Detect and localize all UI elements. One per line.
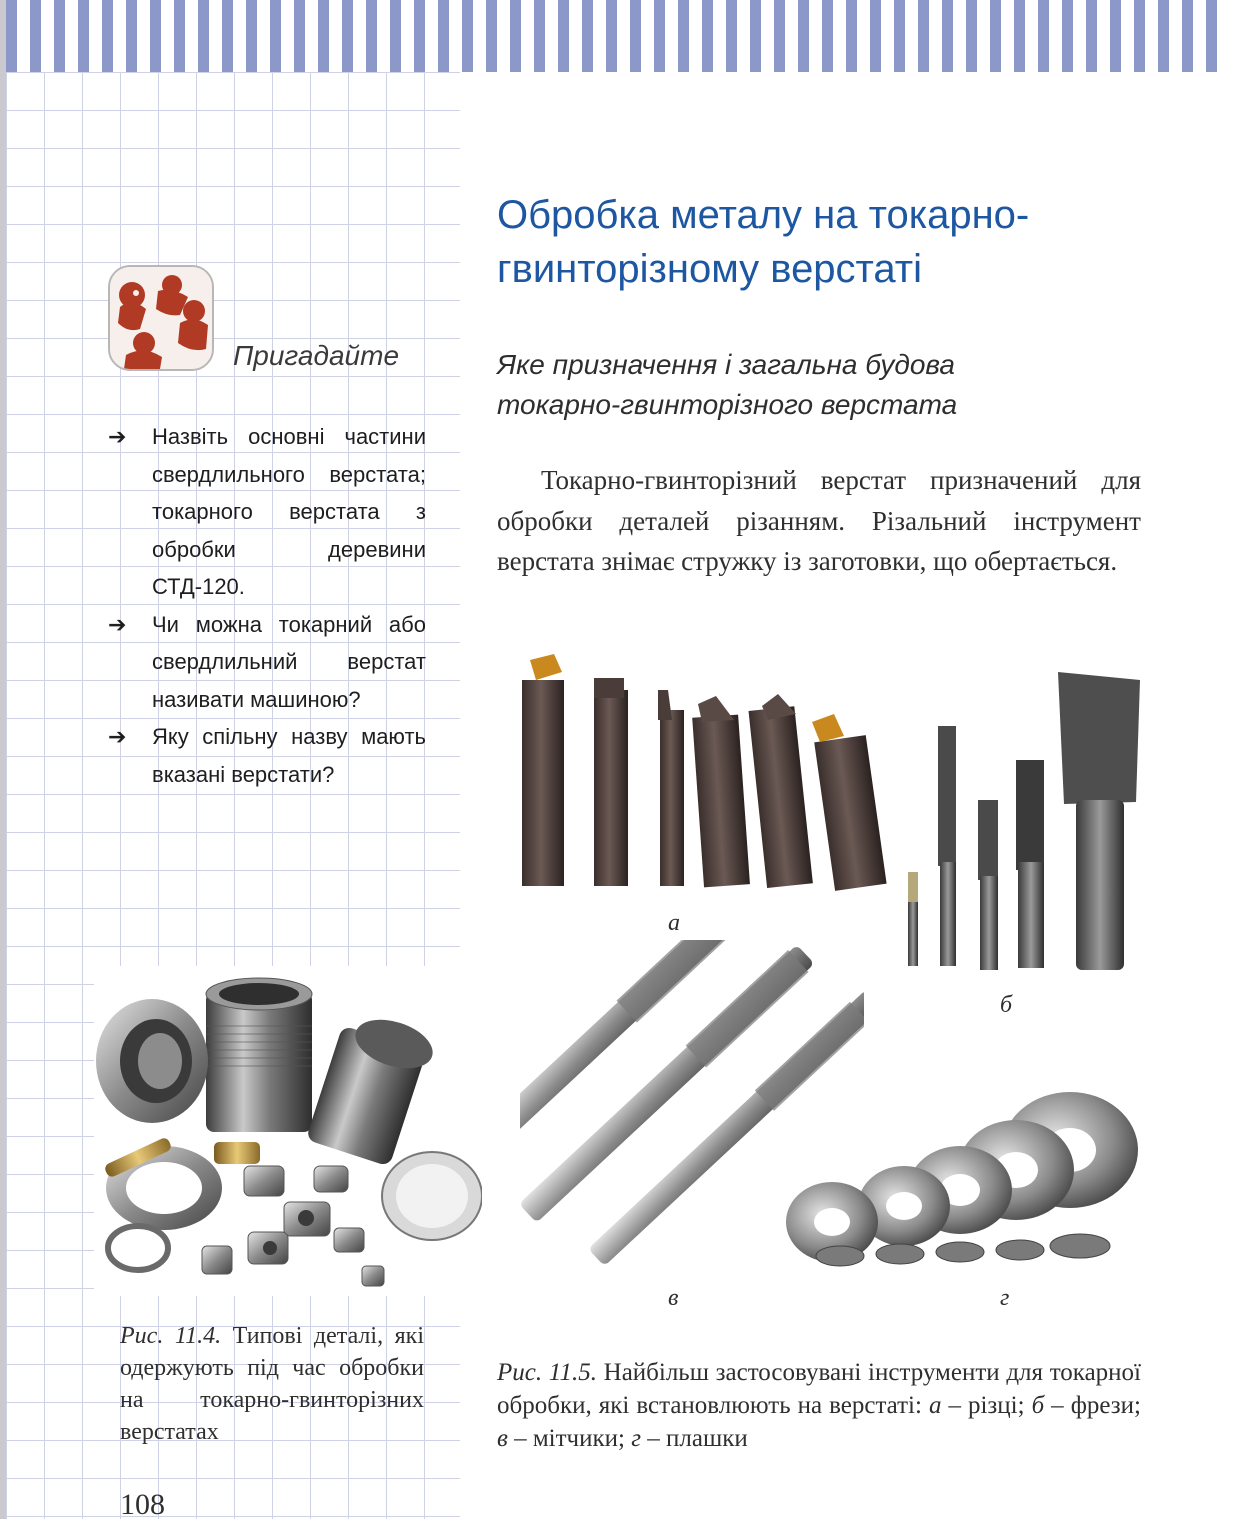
- list-item: [108, 606, 426, 719]
- recall-thinking-people-icon: [108, 265, 214, 371]
- section-subheading: [497, 345, 1117, 425]
- figure-label-b: б: [1000, 992, 1013, 1018]
- title-line: гвинторізному верстаті: [497, 247, 922, 291]
- question-text: Яку спільну назву мають вказані верстати?: [152, 724, 426, 787]
- legend-text-g: – плашки: [641, 1425, 748, 1452]
- legend-text-v: – мітчики;: [507, 1425, 632, 1452]
- right-arrow-icon: ➔: [108, 424, 127, 449]
- figure-label-g: г: [1000, 1285, 1010, 1311]
- page-number: 108: [120, 1488, 165, 1521]
- figure-a-lathe-cutters: [512, 650, 892, 895]
- recall-questions-list: [108, 418, 426, 793]
- list-item: [108, 718, 426, 793]
- figure-caption-text: Найбільш застосовувані інструменти для токарної обробки, які встановлюють на верстаті:: [497, 1359, 1141, 1419]
- legend-key-g: г: [631, 1425, 641, 1452]
- recall-heading: Пригадайте: [233, 340, 400, 371]
- figure-number: Рис. 11.5.: [497, 1359, 597, 1386]
- subheading-line: токарно-гвинторізного верстата: [497, 389, 958, 420]
- figure-label-a: а: [668, 910, 680, 936]
- question-text: Чи можна токарний або свердлильний верстат називати машиною?: [152, 611, 426, 712]
- figure-label-v: в: [668, 1285, 679, 1311]
- page-title: [497, 188, 1197, 296]
- legend-text-a: – різці;: [941, 1392, 1032, 1419]
- body-paragraph: Токарно-гвинторізний верстат призначений для обробки деталей різанням. Різальний інструмент верстата знімає стружку із заготовки, що обертається.: [497, 465, 1141, 576]
- legend-key-a: а: [928, 1392, 942, 1419]
- figure-11-5-caption: [497, 1356, 1141, 1455]
- legend-key-b: б: [1031, 1392, 1045, 1419]
- title-line: Обробка металу на токарно-: [497, 193, 1030, 237]
- legend-text-b: – фрези;: [1044, 1392, 1141, 1419]
- top-stripe-band: [6, 0, 1230, 72]
- right-arrow-icon: ➔: [108, 724, 127, 749]
- figure-b-milling-cutters: [900, 672, 1142, 972]
- subheading-line: Яке призначення і загальна будова: [497, 349, 956, 380]
- right-arrow-icon: ➔: [108, 611, 127, 637]
- figure-number: Рис. 11.4.: [120, 1323, 222, 1349]
- typical-parts-photo: [94, 966, 482, 1296]
- figure-g-dies: [780, 1088, 1142, 1268]
- grid-sidebar-background: [6, 72, 460, 1519]
- question-text: Назвіть основні частини свердлильного верстата; токарного верстата з обробки деревини СТД-120.: [152, 424, 426, 599]
- figure-11-4-caption: [120, 1320, 424, 1448]
- legend-key-v: в: [497, 1425, 508, 1452]
- list-item: [108, 418, 426, 606]
- figure-caption-text: Типові деталі, які одержують під час обробки на токарно-гвинторізних верстатах: [120, 1323, 424, 1445]
